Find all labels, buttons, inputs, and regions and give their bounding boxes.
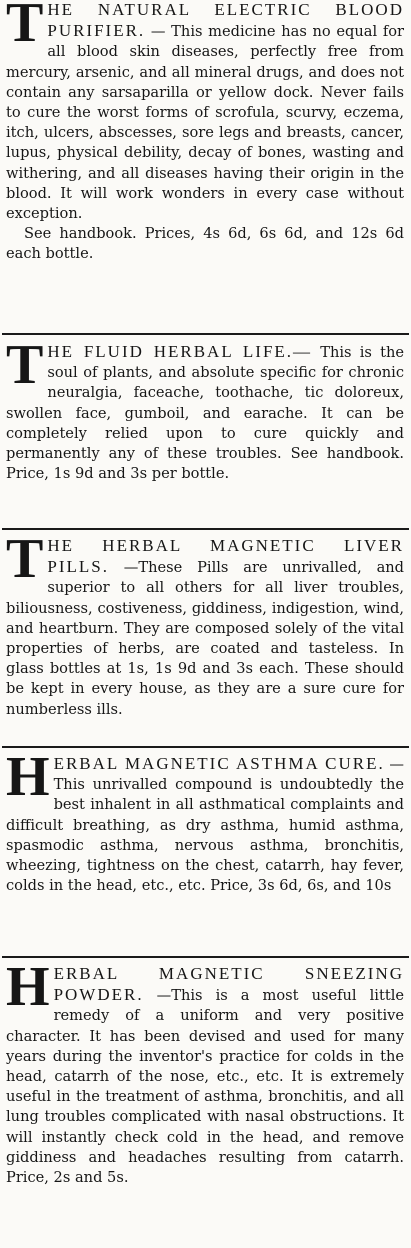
divider (2, 746, 409, 748)
advertisement-asthma-cure (6, 754, 404, 950)
advertisement-text (6, 536, 404, 720)
advertisement-title: ERBAL MAGNETIC SNEEZING POWDER. (53, 964, 404, 1005)
advertisement-body: —These Pills are unrivalled, and superior to all others for all liver troubles, biliousness, costiveness, giddiness, indigestion, wind, and heartburn. They are composed solely of the vital properties of herbs, are coated and tasteless. In glass bottles at 1s, 1s 9d and 3s each. These should be kept in every house, as they are a sure cure for numberless ills. (6, 559, 404, 718)
advertisement-blood-purifier (6, 0, 404, 328)
divider (2, 333, 409, 335)
advertisement-herbal-life (6, 342, 404, 522)
advertisement-body: — This medicine has no equal for all blood skin diseases, perfectly free from mercury, arsenic, and all mineral drugs, and does not contain any sarsaparilla or yellow dock. Never fails to cure the worst forms of scrofula, scurvy, eczema, itch, ulcers, abscesses, sore legs and breasts, cancer, lupus, physical debility, decay of bones, wasting and withering, and all diseases having their origin in the blood. It will work wonders in every case without exception. (6, 23, 404, 223)
divider (2, 528, 409, 530)
drop-cap: H (6, 964, 50, 1018)
advertisement-title: HE FLUID HERBAL LIFE.— (47, 342, 313, 361)
advertisement-liver-pills (6, 536, 404, 740)
drop-cap: T (6, 536, 44, 590)
advertisement-text (6, 0, 404, 224)
advertisement-title: HE NATURAL ELECTRIC BLOOD PURIFIER. (47, 0, 404, 41)
advertisement-prices: See handbook. Prices, 4s 6d, 6s 6d, and 12s 6d each bottle. (6, 225, 404, 263)
advertisement-text (6, 964, 404, 1188)
drop-cap: T (6, 0, 44, 54)
drop-cap: T (6, 342, 44, 396)
advertisement-body: This is the soul of plants, and absolute specific for chronic neuralgia, faceache, toothache, tic doloreux, swollen face, gumboil, and earache. It can be completely relied upon to cure quickly and permanently any of these troubles. See handbook. Price, 1s 9d and 3s per bottle. (6, 344, 404, 483)
divider (2, 956, 409, 958)
advertisement-title: ERBAL MAGNETIC ASTHMA CURE. (53, 754, 385, 773)
advertisement-body: —This is a most useful little remedy of a uniform and very positive character. It has been devised and used for many years during the inventor's practice for colds in the head, catarrh of the nose, etc., etc. It is extremely useful in the treatment of asthma, bronchitis, and all lung troubles complicated with nasal obstructions. It will instantly check cold in the head, and remove giddiness and headaches resulting from catarrh. Price, 2s and 5s. (6, 987, 404, 1187)
advertisement-body: —This unrivalled compound is undoubtedly the best inhalent in all asthmatical complaints and difficult breathing, as dry asthma, humid asthma, spasmodic asthma, nervous asthma, bronchitis, wheezing, tightness on the chest, catarrh, hay fever, colds in the head, etc., etc. Price, 3s 6d, 6s, and 10s (6, 756, 404, 895)
advertisement-text (6, 342, 404, 484)
advertisement-title: HE HERBAL MAGNETIC LIVER PILLS. (47, 536, 404, 577)
advertisement-sneezing-powder (6, 964, 404, 1246)
drop-cap: H (6, 754, 50, 808)
advertisement-text (6, 754, 404, 896)
